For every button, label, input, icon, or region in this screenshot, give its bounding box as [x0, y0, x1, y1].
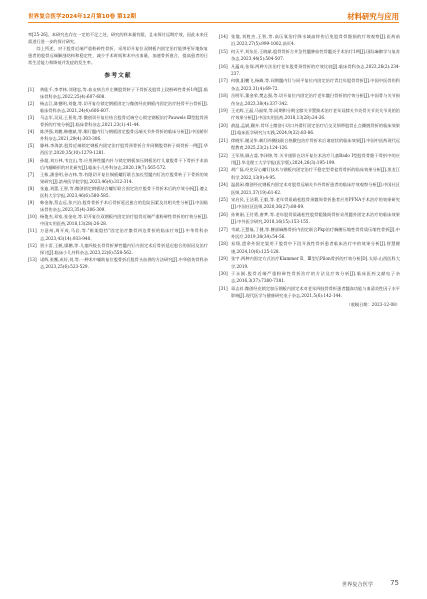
reference-text: 贾小雷,王帆,廖鹏,等.儿童四肢长骨骨折弹性髓内钉内固定术后骨折延迟愈合的原因及治疗探讨[J].临床小儿外科杂志,2023,22(6):558-562. [40, 242, 208, 255]
reference-text: 凡蕴成,张保.两种方法治疗老年股骨颈骨折的疗效比较[J].临床骨科杂志,2023,26(2):234-237. [231, 63, 400, 77]
reference-number: [6] [28, 157, 34, 163]
reference-text: 韦斌,王慧福,丁健,等.腰部麻醉骨折内固定联合Pkp治疗胸腰压缩性骨骨质压缩性骨折[J].中外医疗,2019,38(34):54-56. [231, 226, 400, 239]
reference-number: [9] [28, 200, 34, 206]
reference-number: [25] [219, 196, 228, 202]
reference-text: 陈洪强,刘鹏,韩德斌,等.顺行髓内钉与钢板固定股骨远端关节外骨折的临床分析[J].中国矫形外科杂志,2021,29(4):303-306. [40, 129, 208, 142]
reference-number: [2] [28, 100, 34, 106]
references-heading: 参考文献 [104, 73, 132, 80]
reference-number: [14] [219, 34, 228, 39]
reference-number: [30] [219, 271, 228, 276]
reference-number: [28] [219, 241, 228, 247]
reference-number: [7] [28, 171, 34, 177]
reference-entry [28, 171, 208, 185]
reference-text: 胡广磊.经皮穿心螺钉技术与钢板内固定治疗不稳定型骨盆骨骨折的临床效果分析[J].黑龙江科学,2022,13(9):4-95. [231, 167, 400, 180]
reference-number: [23] [219, 167, 228, 173]
reference-entry [219, 226, 400, 241]
reference-entry [219, 48, 400, 63]
running-header [28, 8, 399, 24]
reference-entry [219, 196, 400, 211]
reference-entry [28, 128, 208, 142]
reference-entry [219, 92, 400, 107]
reference-entry [219, 166, 400, 181]
reference-text: 岳明军,董金荣,樊志强,等.切开复位内固定治疗老年髋臼骨折的疗效分析[J].中国骨与关节损伤杂志,2023,38(4):337-342. [231, 93, 400, 106]
reference-entry [219, 137, 400, 152]
reference-number: [11] [28, 228, 37, 234]
reference-entry [219, 255, 400, 270]
reference-entry [219, 122, 400, 137]
reference-text: 俞温,孟斌,蒯卉.骨坏土微创小切口外滑钉固定治疗后交叉韧带股骨止点撕脱骨折的临床效果[J].临床医学研究与实践,2024,9(32):83-86. [231, 122, 400, 136]
reference-number: [3] [28, 114, 34, 120]
reference-text: 王光辉,王晶,马福荣,等.同期和分期全膝关节置换术治疗老年双膝关节炎骨关节炎关节炎的治疗效果分析[J].中国实用医药,2018,13(28):24-26. [231, 108, 400, 121]
reference-text: 张宇.两种内固定方式治疗Klammer Ⅱ、Ⅲ型后Pilon骨折的疗效分析[D].太原:山西医科大学,2019. [231, 256, 400, 269]
reference-entry [219, 270, 400, 285]
references-list-left [28, 86, 208, 270]
reference-text: 王栋,潘金明,孙吉林,等.有限切开复位铜板螺钉联合加长型髓内钉治疗股骨转子下骨折的效果研究[J].滨州医学院学报,2023,46(4):312-314. [40, 171, 208, 184]
left-column [28, 31, 208, 270]
reference-text: 万意州,周开成,马岩,等."框架阻挡"固定治疗髌骨四边骨折的临床疗效[J].中华骨科杂志,2023,43(14):933-940. [40, 228, 208, 241]
reference-text: 何敏,阳鹏飞,杨峰,等.同期髓内钉与同平复位内固定治疗青壮年股骨骨折[J].中国中医骨伤科杂志,2023,31(4):69-72. [231, 78, 400, 91]
reference-text: 徐晓军,谢灵华.刺灯四侧技联合热敷包治疗骨折术后诸症状的临床效果[J].中国中医药现代远程教育,2025,23(2):124-126. [231, 137, 400, 151]
reference-number: [27] [219, 226, 228, 232]
reference-number: [22] [219, 152, 228, 158]
reference-text: 王军瑶,顾占睿,李泽锦,等.关节递影在切开复位术治疗儿童Bado Ⅰ型股骨骨骼干骨折中的应用[J].华北理工大学学报(医学版),2024,26(3):195-199. [231, 152, 400, 165]
reference-entry [28, 213, 208, 227]
reference-number: [10] [28, 214, 37, 220]
references-list-right [219, 33, 400, 300]
section-title: 材料研究与应用 [347, 12, 399, 21]
reference-entry [28, 114, 208, 128]
reference-text: 马志军,吴双,王景贵,等.微创切开复位结合股骨近端空心锁定钢板治疗Pauwels Ⅲ型股骨颈骨折的疗效分析[J].临床骨科杂志,2021,23(1):41-44. [40, 114, 208, 128]
header-rule [28, 22, 399, 23]
reference-entry [28, 157, 208, 171]
reference-number: [13] [28, 256, 37, 262]
reference-entry [219, 240, 400, 255]
reference-text: 孙黄刚,王付勇,唐梦,等.老年股骨质疏松性股骨粗隆间骨折采用髓外固定术治疗的临床效果[J].中外医学研究,2018,16(15):153-155. [231, 211, 400, 225]
journal-issue-line: 世界复合医学2024年12月第10卷 第12期 [28, 14, 136, 20]
reference-number: [21] [219, 137, 228, 143]
reference-number: [16] [219, 63, 228, 69]
reference-text: 张迪,刘蕾,王智,等.微创锁定钢板结合螺钉联合固定治疗股骨干骨折术后的疗效分析[J].遵义医科大学学报,2023,46(6):580-585. [40, 185, 208, 198]
reference-number: [31] [219, 285, 228, 291]
reference-text: 章志祥.微创经皮锁定加压钢板内固定术对老年四肢骨骨折患者髓血功能与血清炎性因子水平影响[J].现代医学与健康研究电子杂志,2021,5(6):142-144. [231, 285, 400, 299]
reference-text: 孙超,刘万林,韦宜山,等.应用弹性髓内针与锁定钢板加压钢板治疗儿童股骨干下骨折手术前后内翻畸形的对比研究[J].临床小儿外科杂志,2020,19(7):565-572. [40, 157, 208, 170]
reference-text: 杨志江,陈德明,刘俊,等.切开复位锁定钢板固定与微创经皮钢板内固定治疗胫骨平台骨折[J].临床骨科杂志,2021,24(4):606-607. [40, 100, 208, 113]
page-footer [28, 579, 399, 591]
reference-entry [219, 211, 400, 226]
reference-entry [219, 77, 400, 92]
reference-number: [24] [219, 182, 228, 188]
reference-text: 韩金海,蔡志远,张兴泊.股骨骨折手术后骨折延迟愈合的危险因素及其相关性分析[J].中国临床骨伤杂志,2023,35(4):306-309. [40, 200, 208, 213]
reference-text: 宋启民,王洁莉,王毅,等.老年骨质疏松股骨颈髋周骨折患者应用PFNA手术治疗的效果研究[J].中国社区医师,2020,36(27):88-89. [231, 196, 400, 210]
reference-entry [219, 63, 400, 78]
reference-text: 张俊,刘胜杰,王智,等.高压氧治疗降水域高锌伤后免股骨骨骼损的疗效观察[J].医药前沿,2023,27(5):999-1002,前页4. [231, 34, 400, 47]
page-number: 75 [390, 579, 399, 587]
received-date: （收稿日期：2023-12-08） [346, 301, 400, 307]
reference-entry [28, 199, 208, 213]
reference-number: [8] [28, 185, 34, 191]
reference-number: [20] [219, 122, 228, 128]
reference-entry [28, 242, 208, 256]
reference-entry [28, 86, 208, 100]
reference-number: [1] [28, 86, 34, 92]
reference-text: 黄能千,李孝林,刘建忠,等.血友病合并左侧股骨转子下骨折及股骨上段粉碎性骨折1例[J].临床骨科杂志,2022,25(4):607-608. [40, 86, 208, 99]
reference-number: [15] [219, 48, 228, 54]
reference-number: [19] [219, 108, 228, 114]
reference-number: [4] [28, 129, 34, 135]
right-column [219, 33, 400, 308]
intro-paragraph-1: 率[25-26]。本研究也存在一定的不足之处，研究的样本量有限，且未探讨远期疗效，因此未来还需进行进一步的探讨研究。 [28, 32, 208, 45]
reference-number: [5] [28, 143, 34, 149]
reference-text: 温晨闲.微创经皮钢板内固定术对股骨远端关节外骨折患者的临床疗效观察分析[J].中国社区医师,2021,37(19):61-62. [231, 182, 400, 195]
footer-journal: 世界复合医学 [341, 582, 373, 588]
reference-text: 何天平,刘东岳,王晓斌.股骨骨折合并急性髓肿血性骨髓炎手术治疗1例[J].国际麻醉学与复苏杂志,2023,44(5):504-507. [231, 48, 400, 62]
reference-text: 易翔,遗余外固定架用于股骨中下段开放性骨折患者临床治疗中的效果分析[J].智慧健康,2024,10(6):125-128. [231, 241, 400, 254]
reference-entry [219, 107, 400, 122]
reference-number: [18] [219, 93, 228, 99]
reference-entry [219, 181, 400, 196]
reference-entry [219, 285, 400, 300]
reference-entry [28, 100, 208, 114]
reference-entry [219, 33, 400, 48]
reference-entry [219, 152, 400, 167]
reference-entry [28, 142, 208, 156]
reference-entry [28, 185, 208, 199]
reference-text: 诺辉,张鹰,成好,刘,等.一种术中辅助复位股骨折后股骨头血供的方法研究[J].中华创伤骨科杂志,2023,25(6):523-529. [40, 256, 208, 269]
reference-number: [26] [219, 211, 228, 217]
reference-entry [28, 227, 208, 241]
reference-text: 于永刚.股骨近端严重粉碎性骨折治疗的方法及疗效分析[J].临床医药文献电子杂志,2016,3(37):7380-7381. [231, 271, 400, 284]
reference-text: 滕林,李海滨.股骨近端锁定钢板内固定治疗股骨颈骨折合并同侧股骨转子间骨折一例[J].华西医学,2020,35(10):1279-1281. [40, 143, 208, 156]
reference-number: [29] [219, 256, 228, 262]
reference-text: 杨俊杰,邓家,张金亮,等.切开复位双钢板内固定治疗股骨近端严重粉碎性骨折的疗效分析[J].中国实用医药,2018,13(28):26-28. [40, 214, 208, 227]
reference-number: [17] [219, 78, 228, 84]
intro-paragraph-2: 综上所述，对于股骨近端严重粉碎性骨折，采用切开复位双钢板内固定治疗能够更好地恢复患者的股骨远端解剖结构和稳定性，减少手术时间和术中出血量，加速骨折愈合，提高患者的日常生活能力和降低并发症的发生率。 [28, 46, 208, 66]
reference-number: [12] [28, 242, 37, 248]
reference-entry [28, 256, 208, 270]
